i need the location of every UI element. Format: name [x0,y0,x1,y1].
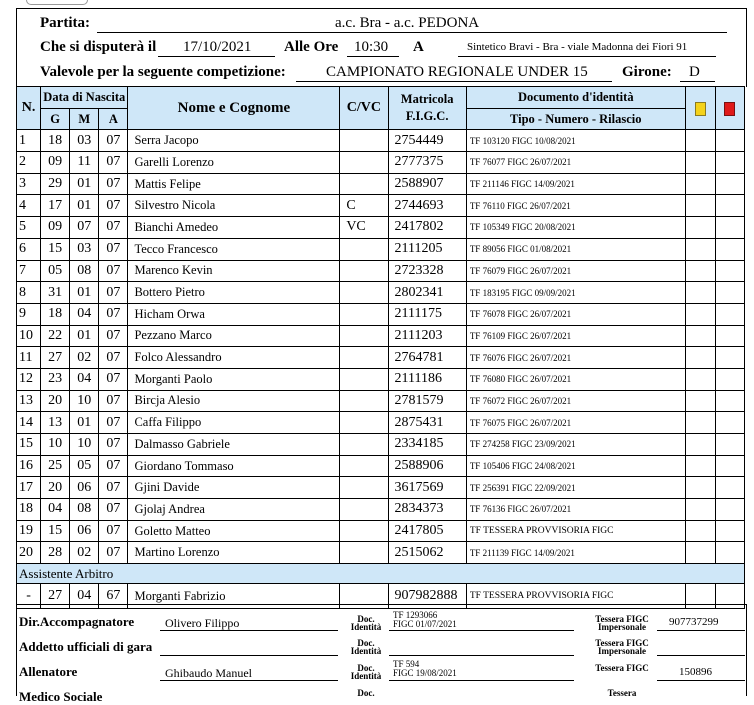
player-doc: TF 211146 FIGC 14/09/2021 [466,173,685,195]
player-m: 01 [70,173,99,195]
player-g: 31 [41,282,70,304]
player-m: 02 [70,347,99,369]
staff-section [16,604,747,704]
player-red-card-cell[interactable] [715,368,744,390]
player-a: 07 [99,390,128,412]
player-matricola: 2723328 [388,260,466,282]
assistant-m: 04 [70,584,99,609]
player-cvc [340,520,388,542]
player-yellow-card-cell[interactable] [685,303,715,325]
player-yellow-card-cell[interactable] [685,477,715,499]
player-n: 7 [17,260,41,282]
col-header-g: G [41,108,70,130]
player-matricola: 2744693 [388,195,466,217]
player-m: 07 [70,217,99,239]
player-n: 12 [17,368,41,390]
player-n: 20 [17,542,41,564]
player-row [17,195,745,217]
player-yellow-card-cell[interactable] [685,260,715,282]
player-g: 23 [41,368,70,390]
player-red-card-cell[interactable] [715,152,744,174]
player-n: 4 [17,195,41,217]
player-matricola: 2111205 [388,238,466,260]
player-m: 03 [70,238,99,260]
player-matricola: 2111203 [388,325,466,347]
player-a: 07 [99,520,128,542]
player-red-card-cell[interactable] [715,455,744,477]
addetto-tessera-line [657,640,745,656]
player-m: 01 [70,195,99,217]
player-yellow-card-cell[interactable] [685,325,715,347]
addetto-label: Addetto ufficiali di gara [19,639,153,654]
player-name: Giordano Tommaso [128,455,340,477]
player-row [17,499,745,521]
col-header-red [715,87,744,130]
assistant-doc: TF TESSERA PROVVISORIA FIGC [466,584,685,609]
player-name: Mattis Felipe [128,173,340,195]
player-a: 07 [99,368,128,390]
player-cvc [340,499,388,521]
player-red-card-cell[interactable] [715,347,744,369]
player-m: 01 [70,325,99,347]
player-doc: TF 183195 FIGC 09/09/2021 [466,282,685,304]
player-g: 05 [41,260,70,282]
player-n: 11 [17,347,41,369]
player-g: 18 [41,303,70,325]
player-matricola: 2781579 [388,390,466,412]
girone-label: Girone: [622,64,672,80]
assistant-name: Morganti Fabrizio [128,584,340,609]
player-yellow-card-cell[interactable] [685,520,715,542]
partita-label: Partita: [40,15,90,31]
player-a: 07 [99,455,128,477]
player-row [17,173,745,195]
player-n: 15 [17,434,41,456]
player-doc: TF 76076 FIGC 26/07/2021 [466,347,685,369]
player-a: 07 [99,195,128,217]
player-n: 1 [17,130,41,152]
player-g: 29 [41,173,70,195]
player-g: 20 [41,390,70,412]
col-header-a: A [99,108,128,130]
player-name: Martino Lorenzo [128,542,340,564]
player-a: 07 [99,434,128,456]
player-yellow-card-cell[interactable] [685,130,715,152]
assistant-a: 67 [99,584,128,609]
player-a: 07 [99,260,128,282]
player-doc: TF 76072 FIGC 26/07/2021 [466,390,685,412]
player-a: 07 [99,152,128,174]
player-cvc [340,173,388,195]
player-red-card-cell[interactable] [715,434,744,456]
addetto-doc-line [389,640,574,656]
player-row [17,347,745,369]
player-g: 09 [41,152,70,174]
player-g: 20 [41,477,70,499]
player-matricola: 2417802 [388,217,466,239]
medico-label: Medico Sociale [19,689,103,704]
col-header-n: N. [17,87,41,130]
player-cvc [340,368,388,390]
player-cvc [340,282,388,304]
player-n: 3 [17,173,41,195]
addetto-name-line [160,640,338,656]
addetto-tessera-label: Tessera FIGC Impersonale [595,638,649,656]
player-m: 10 [70,434,99,456]
player-m: 05 [70,455,99,477]
player-yellow-card-cell[interactable] [685,412,715,434]
player-yellow-card-cell[interactable] [685,499,715,521]
player-yellow-card-cell[interactable] [685,390,715,412]
player-g: 09 [41,217,70,239]
player-red-card-cell[interactable] [715,130,744,152]
player-red-card-cell[interactable] [715,477,744,499]
player-n: 16 [17,455,41,477]
player-red-card-cell[interactable] [715,303,744,325]
player-name: Folco Alessandro [128,347,340,369]
allenatore-doc-1: TF 594 [393,659,420,669]
yellow-card-icon [695,102,706,116]
player-matricola: 2588907 [388,173,466,195]
player-matricola: 2588906 [388,455,466,477]
player-row [17,434,745,456]
dir-tessera-label: Tessera FIGC Impersonale [595,614,649,632]
player-m: 04 [70,368,99,390]
player-name: Gjolaj Andrea [128,499,340,521]
player-row [17,303,745,325]
player-a: 07 [99,238,128,260]
player-m: 04 [70,303,99,325]
dir-name: Olivero Filippo [165,616,240,630]
assistant-n: - [17,584,41,609]
player-matricola: 2802341 [388,282,466,304]
player-name: Silvestro Nicola [128,195,340,217]
player-doc: TF TESSERA PROVVISORIA FIGC [466,520,685,542]
player-n: 5 [17,217,41,239]
player-a: 07 [99,412,128,434]
player-name: Gjini Davide [128,477,340,499]
player-g: 22 [41,325,70,347]
player-g: 13 [41,412,70,434]
player-rows [17,130,745,564]
player-row [17,368,745,390]
player-row [17,477,745,499]
player-m: 06 [70,520,99,542]
assistant-matricola: 907982888 [388,584,466,609]
player-cvc: C [340,195,388,217]
player-doc: TF 256391 FIGC 22/09/2021 [466,477,685,499]
player-a: 07 [99,499,128,521]
player-name: Goletto Matteo [128,520,340,542]
player-red-card-cell[interactable] [715,260,744,282]
player-n: 13 [17,390,41,412]
allenatore-doc-label: Doc. Identità [350,663,382,681]
assistant-g: 27 [41,584,70,609]
player-cvc [340,390,388,412]
player-m: 03 [70,130,99,152]
player-red-card-cell[interactable] [715,499,744,521]
player-matricola: 2764781 [388,347,466,369]
player-row [17,152,745,174]
player-matricola: 2834373 [388,499,466,521]
player-red-card-cell[interactable] [715,282,744,304]
player-n: 17 [17,477,41,499]
player-n: 18 [17,499,41,521]
player-red-card-cell[interactable] [715,390,744,412]
player-row [17,390,745,412]
player-matricola: 2111186 [388,368,466,390]
match-location: Sintetico Bravi - Bra - viale Madonna dei Fiori 91 [467,41,688,53]
player-a: 07 [99,282,128,304]
girone-value: D [689,64,700,80]
player-row [17,542,745,564]
player-red-card-cell[interactable] [715,195,744,217]
match-time: 10:30 [354,39,389,55]
player-red-card-cell[interactable] [715,542,744,564]
player-doc: TF 103120 FIGC 10/08/2021 [466,130,685,152]
player-cvc [340,347,388,369]
medico-tessera-label: Tessera [607,688,637,698]
player-yellow-card-cell[interactable] [685,455,715,477]
player-cvc [340,412,388,434]
col-header-birth: Data di Nascita [41,87,128,109]
player-m: 11 [70,152,99,174]
page-tab-edge [26,0,88,5]
roster-table [16,86,745,609]
dir-tessera-value: 907737299 [669,616,719,628]
player-doc: TF 76077 FIGC 26/07/2021 [466,152,685,174]
player-name: Garelli Lorenzo [128,152,340,174]
dir-doc-2: FIGC 01/07/2021 [393,619,457,629]
player-doc: TF 76136 FIGC 26/07/2021 [466,499,685,521]
player-matricola: 2111175 [388,303,466,325]
col-header-tipo: Tipo - Numero - Rilascio [466,108,685,130]
col-header-name: Nome e Cognome [128,87,340,130]
player-yellow-card-cell[interactable] [685,152,715,174]
player-row [17,325,745,347]
addetto-doc-label: Doc. Identità [350,638,382,656]
col-header-m: M [70,108,99,130]
player-matricola: 2875431 [388,412,466,434]
player-yellow-card-cell[interactable] [685,434,715,456]
player-a: 07 [99,347,128,369]
player-name: Dalmasso Gabriele [128,434,340,456]
player-a: 07 [99,542,128,564]
player-row [17,455,745,477]
player-doc: TF 76078 FIGC 26/07/2021 [466,303,685,325]
player-g: 10 [41,434,70,456]
player-name: Bottero Pietro [128,282,340,304]
player-yellow-card-cell[interactable] [685,238,715,260]
player-doc: TF 76110 FIGC 26/07/2021 [466,195,685,217]
player-name: Hicham Orwa [128,303,340,325]
player-n: 8 [17,282,41,304]
allenatore-label: Allenatore [19,664,78,679]
player-row [17,520,745,542]
player-doc: TF 274258 FIGC 23/09/2021 [466,434,685,456]
player-name: Marenco Kevin [128,260,340,282]
player-red-card-cell[interactable] [715,217,744,239]
player-red-card-cell[interactable] [715,520,744,542]
dir-doc-label: Doc. Identità [350,614,382,632]
col-header-cvc: C/VC [340,87,388,130]
medico-doc-label: Doc. [357,688,375,698]
player-row [17,260,745,282]
player-cvc [340,477,388,499]
player-name: Caffa Filippo [128,412,340,434]
player-g: 28 [41,542,70,564]
allenatore-tessera-value: 150896 [679,666,712,678]
player-cvc: VC [340,217,388,239]
player-name: Bircja Alesio [128,390,340,412]
player-doc: TF 76079 FIGC 26/07/2021 [466,260,685,282]
player-n: 10 [17,325,41,347]
player-a: 07 [99,130,128,152]
player-g: 15 [41,238,70,260]
player-matricola: 3617569 [388,477,466,499]
player-doc: TF 211139 FIGC 14/09/2021 [466,542,685,564]
player-name: Tecco Francesco [128,238,340,260]
player-a: 07 [99,173,128,195]
player-g: 27 [41,347,70,369]
player-n: 19 [17,520,41,542]
player-cvc [340,130,388,152]
player-row [17,282,745,304]
player-m: 08 [70,499,99,521]
player-m: 01 [70,412,99,434]
disputera-label: Che si disputerà il [40,39,157,55]
player-g: 25 [41,455,70,477]
player-doc: TF 89056 FIGC 01/08/2021 [466,238,685,260]
player-matricola: 2515062 [388,542,466,564]
player-row [17,238,745,260]
match-date: 17/10/2021 [183,39,252,55]
player-row [17,130,745,152]
player-cvc [340,325,388,347]
player-n: 9 [17,303,41,325]
player-cvc [340,238,388,260]
matricola-label: Matricola [400,92,454,107]
player-red-card-cell[interactable] [715,238,744,260]
col-header-documento: Documento d'identità [466,87,685,109]
player-matricola: 2777375 [388,152,466,174]
player-yellow-card-cell[interactable] [685,173,715,195]
player-row [17,217,745,239]
player-matricola: 2417805 [388,520,466,542]
player-m: 06 [70,477,99,499]
dir-label: Dir.Accompagnatore [19,614,135,629]
player-n: 14 [17,412,41,434]
allenatore-tessera-label: Tessera FIGC [595,663,649,673]
player-m: 01 [70,282,99,304]
player-m: 02 [70,542,99,564]
competition-label: Valevole per la seguente competizione: [40,64,286,80]
player-doc: TF 76080 FIGC 26/07/2021 [466,368,685,390]
dir-doc-1: TF 1293066 [393,610,438,620]
player-matricola: 2754449 [388,130,466,152]
player-yellow-card-cell[interactable] [685,368,715,390]
allenatore-name: Ghibaudo Manuel [165,666,252,680]
assistant-section-label: Assistente Arbitro [17,564,745,584]
assistant-section [17,564,745,609]
player-g: 15 [41,520,70,542]
player-doc: TF 105406 FIGC 24/08/2021 [466,455,685,477]
player-matricola: 2334185 [388,434,466,456]
player-a: 07 [99,325,128,347]
player-yellow-card-cell[interactable] [685,217,715,239]
player-cvc [340,455,388,477]
player-yellow-card-cell[interactable] [685,195,715,217]
red-card-icon [724,102,735,116]
player-red-card-cell[interactable] [715,325,744,347]
player-m: 08 [70,260,99,282]
player-yellow-card-cell[interactable] [685,282,715,304]
player-doc: TF 76075 FIGC 26/07/2021 [466,412,685,434]
player-cvc [340,303,388,325]
player-name: Pezzano Marco [128,325,340,347]
player-cvc [340,434,388,456]
partita-value: a.c. Bra - a.c. PEDONA [335,15,480,31]
player-g: 04 [41,499,70,521]
player-a: 07 [99,477,128,499]
player-n: 2 [17,152,41,174]
figc-label: F.I.G.C. [405,109,449,124]
player-cvc [340,260,388,282]
allenatore-doc-2: FIGC 19/08/2021 [393,668,457,678]
player-name: Morganti Paolo [128,368,340,390]
player-red-card-cell[interactable] [715,173,744,195]
col-header-matricola [388,87,466,130]
player-name: Serra Jacopo [128,130,340,152]
player-m: 10 [70,390,99,412]
player-yellow-card-cell[interactable] [685,347,715,369]
ore-label: Alle Ore [284,39,339,55]
player-doc: TF 76109 FIGC 26/07/2021 [466,325,685,347]
player-name: Bianchi Amedeo [128,217,340,239]
player-doc: TF 105349 FIGC 20/08/2021 [466,217,685,239]
col-header-yellow [685,87,715,130]
competition-value: CAMPIONATO REGIONALE UNDER 15 [326,64,588,80]
player-cvc [340,542,388,564]
player-n: 6 [17,238,41,260]
player-row [17,412,745,434]
player-yellow-card-cell[interactable] [685,542,715,564]
player-g: 18 [41,130,70,152]
player-cvc [340,152,388,174]
player-a: 07 [99,303,128,325]
player-g: 17 [41,195,70,217]
player-a: 07 [99,217,128,239]
player-red-card-cell[interactable] [715,412,744,434]
a-label: A [413,39,424,55]
